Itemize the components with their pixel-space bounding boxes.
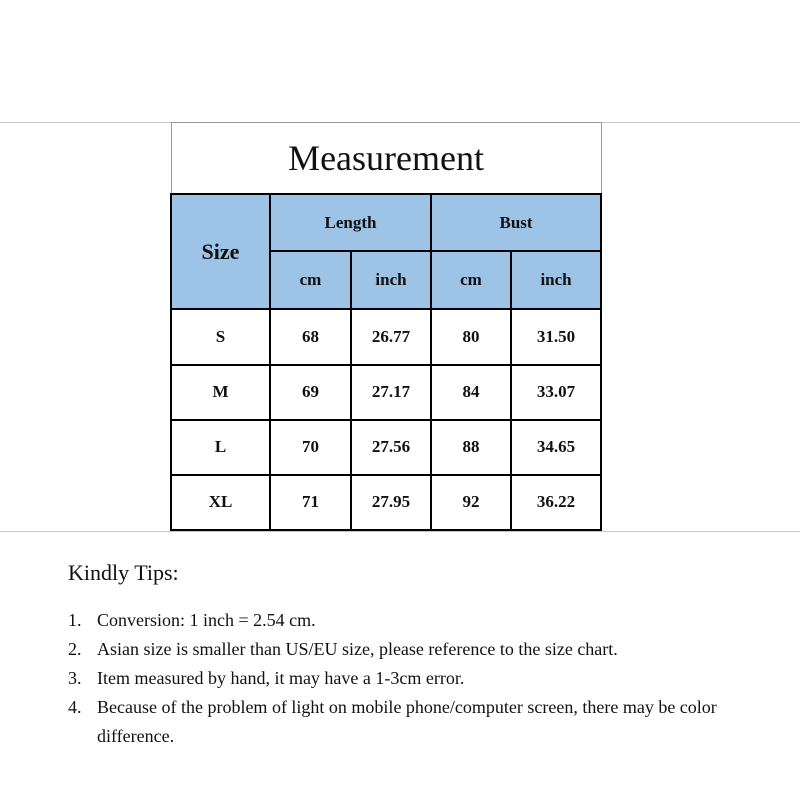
list-item bbox=[68, 664, 768, 693]
table-row bbox=[171, 420, 601, 475]
list-item bbox=[68, 693, 768, 751]
size-column-header: Size bbox=[171, 194, 270, 309]
length-group-header: Length bbox=[270, 194, 431, 251]
tip-text: Because of the problem of light on mobile phone/computer screen, there may be color difference. bbox=[97, 697, 717, 746]
length-cm-header: cm bbox=[270, 251, 351, 309]
length-cm-cell: 69 bbox=[270, 365, 351, 420]
table-row bbox=[171, 309, 601, 364]
table-title: Measurement bbox=[171, 123, 601, 195]
bust-cm-cell: 92 bbox=[431, 475, 511, 530]
bust-inch-cell: 31.50 bbox=[511, 309, 601, 364]
bust-inch-header: inch bbox=[511, 251, 601, 309]
bust-cm-cell: 80 bbox=[431, 309, 511, 364]
tip-number: 1. bbox=[68, 610, 82, 630]
length-cm-cell: 71 bbox=[270, 475, 351, 530]
length-inch-cell: 26.77 bbox=[351, 309, 431, 364]
list-item bbox=[68, 635, 768, 664]
bottom-divider bbox=[0, 531, 800, 532]
bust-cm-header: cm bbox=[431, 251, 511, 309]
tip-text: Item measured by hand, it may have a 1-3cm error. bbox=[97, 668, 465, 688]
bust-group-header: Bust bbox=[431, 194, 601, 251]
bust-cm-cell: 88 bbox=[431, 420, 511, 475]
tip-text: Conversion: 1 inch = 2.54 cm. bbox=[97, 610, 316, 630]
size-chart-table bbox=[170, 122, 602, 531]
size-cell: M bbox=[171, 365, 270, 420]
length-cm-cell: 70 bbox=[270, 420, 351, 475]
length-cm-cell: 68 bbox=[270, 309, 351, 364]
table-row bbox=[171, 365, 601, 420]
tips-list bbox=[68, 606, 768, 751]
bust-inch-cell: 36.22 bbox=[511, 475, 601, 530]
tip-number: 2. bbox=[68, 639, 82, 659]
tip-number: 3. bbox=[68, 668, 82, 688]
tip-text: Asian size is smaller than US/EU size, please reference to the size chart. bbox=[97, 639, 618, 659]
bust-inch-cell: 33.07 bbox=[511, 365, 601, 420]
tips-heading: Kindly Tips: bbox=[68, 560, 179, 585]
list-item bbox=[68, 606, 768, 635]
length-inch-header: inch bbox=[351, 251, 431, 309]
bust-cm-cell: 84 bbox=[431, 365, 511, 420]
length-inch-cell: 27.56 bbox=[351, 420, 431, 475]
size-cell: L bbox=[171, 420, 270, 475]
length-inch-cell: 27.17 bbox=[351, 365, 431, 420]
size-cell: XL bbox=[171, 475, 270, 530]
table-row bbox=[171, 475, 601, 530]
tip-number: 4. bbox=[68, 697, 82, 717]
size-cell: S bbox=[171, 309, 270, 364]
length-inch-cell: 27.95 bbox=[351, 475, 431, 530]
bust-inch-cell: 34.65 bbox=[511, 420, 601, 475]
